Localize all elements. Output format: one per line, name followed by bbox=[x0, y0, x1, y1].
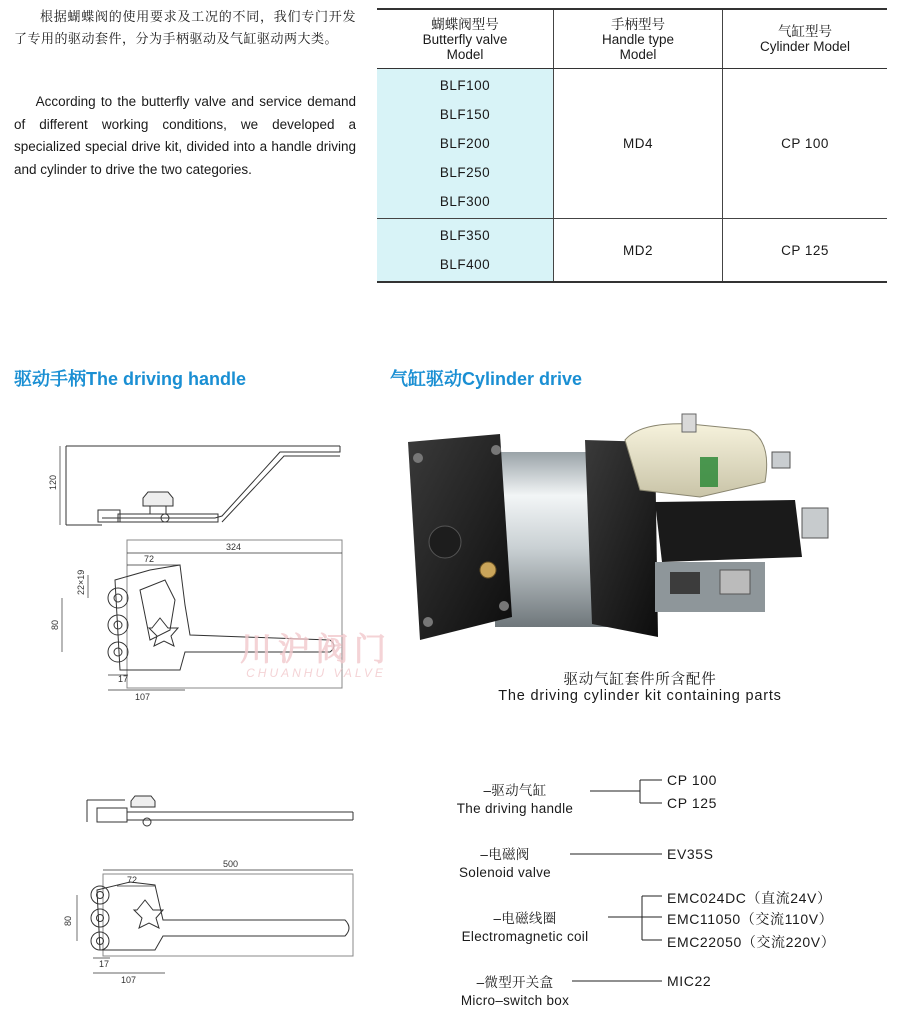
spec-table bbox=[377, 8, 887, 283]
part-value: EV35S bbox=[667, 846, 714, 862]
intro-english: According to the butterfly valve and service demand of different working conditions, we developed a specialized special drive kit, divided into a handle driving and cylinder to drive the two categories. bbox=[14, 94, 356, 177]
cylinder-caption-chinese: 驱动气缸套件所含配件 bbox=[563, 672, 717, 688]
dim-arc: 72 bbox=[144, 554, 155, 564]
dim-slot: 22×19 bbox=[76, 569, 86, 595]
part-micro-switch-box: –微型开关盒 Micro–switch box bbox=[460, 975, 570, 1008]
cylinder-section-title: 气缸驱动Cylinder drive bbox=[390, 369, 583, 389]
handle-drawing-md2 bbox=[55, 790, 370, 990]
header-valve-model: 蝴蝶阀型号 Butterfly valve Model bbox=[377, 9, 554, 69]
cylinder-model-cell: CP 125 bbox=[723, 219, 888, 283]
valve-models-cell: BLF100 BLF150 BLF200 BLF250 BLF300 bbox=[377, 69, 554, 219]
cylinder-model-cell: CP 100 bbox=[723, 69, 888, 219]
part-value: EMC22050（交流220V） bbox=[667, 934, 836, 950]
part-solenoid-valve: –电磁阀 Solenoid valve bbox=[458, 847, 551, 880]
dim-length: 324 bbox=[226, 542, 242, 552]
handle-model-cell: MD2 bbox=[554, 219, 723, 283]
watermark-chinese: 川沪阀门 bbox=[239, 631, 392, 667]
intro-chinese: 根据蝴蝶阀的使用要求及工况的不同，我们专门开发了专用的驱动套件，分为手柄驱动及气缸驱动两大类。 bbox=[14, 9, 356, 46]
part-value: CP 125 bbox=[667, 795, 718, 811]
dim-pitch: 80 bbox=[63, 915, 73, 926]
parts-list bbox=[420, 760, 890, 1010]
handle-model-cell: MD4 bbox=[554, 69, 723, 219]
part-value: CP 100 bbox=[667, 772, 718, 788]
dim-offset: 17 bbox=[99, 959, 110, 969]
watermark-english: CHUANHU VALVE bbox=[246, 666, 386, 680]
cylinder-product-photo bbox=[400, 412, 850, 652]
part-electromagnetic-coil: –电磁线圈 Electromagnetic coil bbox=[461, 911, 589, 944]
table-header-row bbox=[377, 9, 887, 69]
handle-section-title: 驱动手柄The driving handle bbox=[14, 369, 247, 389]
part-value: EMC11050（交流110V） bbox=[667, 911, 834, 927]
dim-offset: 17 bbox=[118, 674, 129, 684]
dim-width: 107 bbox=[121, 975, 137, 985]
cylinder-caption-english: The driving cylinder kit containing parts bbox=[498, 688, 782, 704]
dim-length: 500 bbox=[223, 859, 239, 869]
valve-models-cell: BLF350 BLF400 bbox=[377, 219, 554, 283]
dim-pitch: 80 bbox=[50, 619, 60, 630]
part-driving-cylinder: –驱动气缸 The driving handle bbox=[456, 783, 574, 816]
part-value: MIC22 bbox=[667, 973, 712, 989]
part-value: EMC024DC（直流24V） bbox=[667, 890, 832, 906]
table-row bbox=[377, 219, 887, 283]
dim-width: 107 bbox=[135, 692, 151, 702]
dim-arc: 72 bbox=[127, 875, 138, 885]
header-handle-model: 手柄型号 Handle type Model bbox=[554, 9, 723, 69]
table-row bbox=[377, 69, 887, 219]
header-cylinder-model: 气缸型号 Cylinder Model bbox=[723, 9, 888, 69]
dim-height: 120 bbox=[48, 474, 58, 490]
